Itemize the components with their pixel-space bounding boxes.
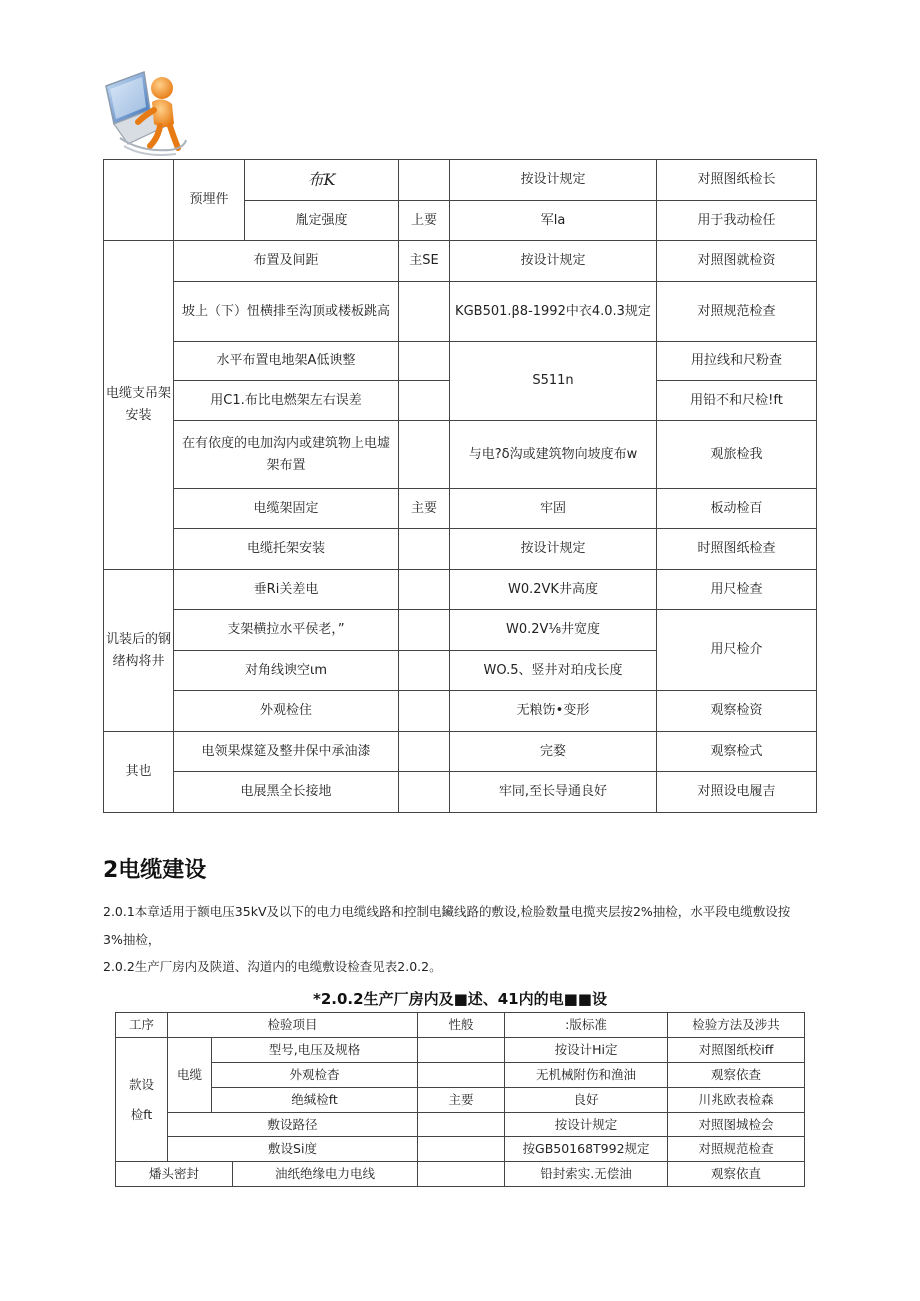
cell-nature <box>399 732 450 772</box>
cell-item: 绝缄检ft <box>212 1088 418 1113</box>
cell-nature: 主SE <box>399 241 450 282</box>
cell-standard: 无机械附伤和渔油 <box>505 1063 668 1088</box>
cell-method: 用于我动检任 <box>657 201 817 241</box>
cell-nature <box>418 1137 505 1162</box>
cell-method: 用拉线和尺粉查 <box>657 342 817 381</box>
cell-item: 垂Ri关差电 <box>174 570 399 610</box>
cell-sub-cable: 电缆 <box>168 1038 212 1113</box>
header-standard: :版标准 <box>505 1013 668 1038</box>
cell-item: 在有依度的电加沟内或建筑物上电墟架布置 <box>174 421 399 489</box>
cell-nature: 上要 <box>399 201 450 241</box>
header-nature: 性般 <box>418 1013 505 1038</box>
cell-standard: 与电?δ沟或建筑物向坡度布w <box>450 421 657 489</box>
inspection-table-2 <box>115 1012 805 1187</box>
cell-standard: W0.2V⅛井宽度 <box>450 610 657 651</box>
cell-item: 布置及间距 <box>174 241 399 282</box>
cell-method: 用铅不和尺检!ft <box>657 381 817 421</box>
cell-nature <box>399 160 450 201</box>
cell-standard: 铅封索实.无偿油 <box>505 1162 668 1187</box>
cell-item: 敷设Si度 <box>168 1137 418 1162</box>
cell-standard: 按GB50168T992规定 <box>505 1137 668 1162</box>
cell-item: 用C1.布比电燃架左右误差 <box>174 381 399 421</box>
cell-standard: 良好 <box>505 1088 668 1113</box>
cell-group: 燔头密封 <box>116 1162 233 1187</box>
cell-item: 坡上（下）忸横排至沟顶或楼板跳高 <box>174 282 399 342</box>
cell-standard: 按设计规定 <box>450 160 657 201</box>
cell-nature <box>418 1038 505 1063</box>
table-row <box>116 1162 805 1187</box>
cell-standard: 按设计Hi定 <box>505 1038 668 1063</box>
cell-standard: 军la <box>450 201 657 241</box>
cell-nature <box>399 570 450 610</box>
table-caption: *2.0.2生产厂房内及■述、41内的电■■设 <box>313 990 607 1008</box>
cell-method: 观察检式 <box>657 732 817 772</box>
cell-item: 对角线谀空ιm <box>174 651 399 691</box>
cell-nature <box>399 651 450 691</box>
table-row <box>104 282 817 342</box>
paragraph-2-0-1-line1: 2.0.1本章适用于额电压35kV及以下的电力电缆线路和控制电鑶线路的敷设,检脸数量电揽夹层按2%抽检，水平段电缆敷设按 <box>103 904 791 919</box>
cell-method: 对照图城检会 <box>668 1113 805 1137</box>
cell-standard: S511n <box>450 342 657 421</box>
cell-nature <box>399 610 450 651</box>
cell-method: 川兆欧表检森 <box>668 1088 805 1113</box>
cell-nature <box>399 282 450 342</box>
cell-item: 电缆架固定 <box>174 489 399 529</box>
header-method: 检验方法及涉共 <box>668 1013 805 1038</box>
cell-item: 胤定强度 <box>245 201 399 241</box>
cell-nature: 主要 <box>418 1088 505 1113</box>
cell-item: 电展黑全长接地 <box>174 772 399 813</box>
cell-group: 电缆支吊架安装 <box>104 241 174 570</box>
cell-group: 其也 <box>104 732 174 813</box>
logo-illustration <box>100 66 192 158</box>
cell-standard: 完婺 <box>450 732 657 772</box>
paragraph-2-0-1-line2: 3%抽检， <box>103 932 161 947</box>
cell-item: 布K <box>245 160 399 201</box>
cell-method: 对照图纸检长 <box>657 160 817 201</box>
cell-method: 观察检资 <box>657 691 817 732</box>
cell-standard: 无粮饬•变形 <box>450 691 657 732</box>
header-item: 检验项目 <box>168 1013 418 1038</box>
cell-method: 观察依查 <box>668 1063 805 1088</box>
table-row <box>116 1063 805 1088</box>
cell-standard: 按设计规定 <box>450 529 657 570</box>
cell-item: 型号,电压及规格 <box>212 1038 418 1063</box>
header-process: 工序 <box>116 1013 168 1038</box>
cell-method: 对照设电履吉 <box>657 772 817 813</box>
table-row <box>104 772 817 813</box>
process-group-line2: 检ft <box>130 1106 153 1122</box>
table-row <box>104 342 817 381</box>
table-row <box>104 489 817 529</box>
cell-standard: 按设计规定 <box>450 241 657 282</box>
table-row <box>104 529 817 570</box>
cell-standard: 按设计规定 <box>505 1113 668 1137</box>
cell-item: 电领果煤筵及整井保中承油漆 <box>174 732 399 772</box>
cell-nature <box>399 421 450 489</box>
table-header-row <box>116 1013 805 1038</box>
cell-nature <box>418 1113 505 1137</box>
cell-method: 对照图纸校iff <box>668 1038 805 1063</box>
cell-nature: 主要 <box>399 489 450 529</box>
cell-standard: WO.5、竖井对珀戌长度 <box>450 651 657 691</box>
cell-blank <box>104 160 174 241</box>
table-row <box>116 1137 805 1162</box>
cell-nature <box>399 342 450 381</box>
cell-nature <box>418 1162 505 1187</box>
table-row <box>116 1038 805 1063</box>
cell-method: 时照图纸检查 <box>657 529 817 570</box>
inspection-table-1 <box>103 159 817 813</box>
cell-standard: KGB501.β8-1992中衣4.0.3规定 <box>450 282 657 342</box>
cell-method: 对照规范检查 <box>668 1137 805 1162</box>
cell-standard: W0.2VK井高度 <box>450 570 657 610</box>
cell-method: 观察依直 <box>668 1162 805 1187</box>
cell-method: 对照图就检资 <box>657 241 817 282</box>
cell-nature <box>399 691 450 732</box>
paragraph-2-0-2: 2.0.2生产厂房内及陕道、沟道内的电缆敷设检查见表2.0.2。 <box>103 959 442 974</box>
table-row <box>104 732 817 772</box>
table-row <box>104 691 817 732</box>
cell-item: 外观检杳 <box>212 1063 418 1088</box>
cell-method: 观旅检我 <box>657 421 817 489</box>
table-row <box>104 610 817 651</box>
cell-method: 用尺检介 <box>657 610 817 691</box>
cell-standard: 牢固 <box>450 489 657 529</box>
table-row <box>104 570 817 610</box>
cell-item: 外观检住 <box>174 691 399 732</box>
cell-item: 敷设路径 <box>168 1113 418 1137</box>
cell-item: 油纸绝缘电力电线 <box>233 1162 418 1187</box>
cell-item: 水平布置电地架A低谀整 <box>174 342 399 381</box>
cell-group: 预埋件 <box>174 160 245 241</box>
section-heading: 2电缆建设 <box>103 858 207 883</box>
table-row <box>116 1088 805 1113</box>
cell-nature <box>399 381 450 421</box>
table-row <box>104 241 817 282</box>
cell-process-group <box>116 1038 168 1162</box>
cell-method: 用尺检查 <box>657 570 817 610</box>
cell-nature <box>399 529 450 570</box>
cell-nature <box>399 772 450 813</box>
cell-nature <box>418 1063 505 1088</box>
table-row <box>104 421 817 489</box>
table-row <box>116 1113 805 1137</box>
cell-method: 板动检百 <box>657 489 817 529</box>
cell-standard: 牢同,至长导通良好 <box>450 772 657 813</box>
cell-item: 电缆托架安装 <box>174 529 399 570</box>
process-group-line1: 款设 <box>128 1076 154 1092</box>
cell-method: 对照规范检查 <box>657 282 817 342</box>
cell-group: 讥装后的钢绪构将井 <box>104 570 174 732</box>
cell-item: 支架横拉水平侯老，” <box>174 610 399 651</box>
table-row <box>104 160 817 201</box>
